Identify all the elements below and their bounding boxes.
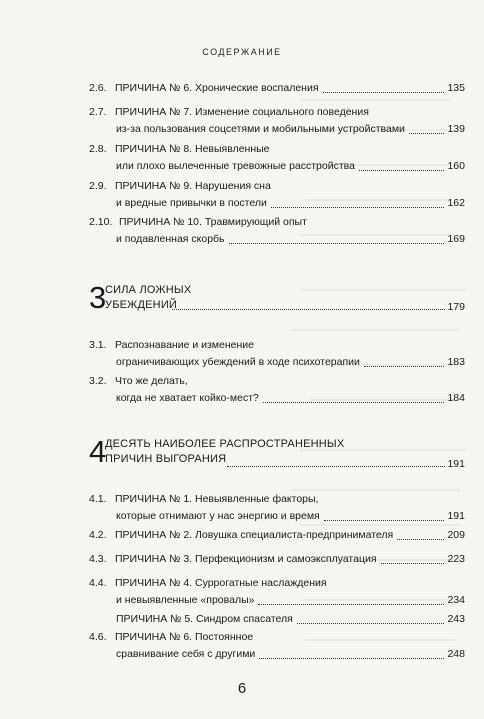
chapter-number: 4 bbox=[89, 434, 107, 469]
toc-entry-2-6[interactable] bbox=[89, 80, 465, 97]
entry-title: ПРИЧИНА № 2. Ловушка специалиста-предпринимателя bbox=[115, 529, 394, 541]
leader-dots bbox=[172, 309, 445, 310]
toc-entry-4-1[interactable] bbox=[89, 491, 465, 525]
entry-title: ПРИЧИНА № 3. Перфекционизм и самоэксплуатация bbox=[115, 553, 377, 565]
toc-entry-2-7[interactable] bbox=[89, 104, 465, 138]
toc-entry-3-1[interactable] bbox=[89, 337, 465, 371]
entry-number: 4.4. bbox=[89, 577, 107, 589]
leader-dots bbox=[359, 170, 445, 171]
entry-number: 4.1. bbox=[89, 493, 107, 505]
entry-title: ПРИЧИНА № 9. Нарушения сна bbox=[115, 180, 271, 192]
toc-entry-4-5[interactable] bbox=[89, 611, 465, 628]
entry-title: ПРИЧИНА № 6. Постоянное bbox=[115, 631, 254, 643]
entry-page: 183 bbox=[447, 356, 465, 368]
toc-entry-2-8[interactable] bbox=[89, 141, 465, 175]
leader-dots bbox=[409, 133, 445, 134]
entry-number: 4.3. bbox=[89, 553, 107, 565]
entry-number: 3.2. bbox=[89, 375, 107, 387]
leader-dots bbox=[364, 366, 445, 367]
entry-number: 2.8. bbox=[89, 143, 107, 155]
entry-title-cont: и невыявленные «провалы» bbox=[116, 594, 255, 606]
leader-dots bbox=[229, 243, 445, 244]
toc-entry-2-9[interactable] bbox=[89, 178, 465, 212]
entry-title-cont: и подавленная скорбь bbox=[116, 233, 225, 245]
entry-title-cont: сравнивание себя с другими bbox=[116, 648, 256, 660]
entry-page: 243 bbox=[447, 613, 465, 625]
leader-dots bbox=[323, 92, 445, 93]
entry-page: 209 bbox=[447, 529, 465, 541]
leader-dots bbox=[297, 623, 445, 624]
toc-entry-3-2[interactable] bbox=[89, 373, 465, 407]
entry-number: 3.1. bbox=[89, 339, 107, 351]
leader-dots bbox=[259, 658, 444, 659]
chapter-page: 179 bbox=[447, 301, 465, 313]
leader-dots bbox=[397, 539, 444, 540]
entry-page: 223 bbox=[447, 553, 465, 565]
entry-title-cont: и вредные привычки в постели bbox=[116, 197, 267, 209]
entry-title: ПРИЧИНА № 6. Хронические воспаления bbox=[115, 82, 319, 94]
toc-entry-2-10[interactable] bbox=[89, 214, 465, 248]
entry-page: 184 bbox=[447, 392, 465, 404]
entry-number: 2.6. bbox=[89, 82, 107, 94]
leader-dots bbox=[271, 207, 445, 208]
entry-title: Что же делать, bbox=[115, 375, 188, 387]
entry-number: 4.2. bbox=[89, 529, 107, 541]
chapter-title bbox=[105, 437, 344, 467]
leader-dots bbox=[258, 604, 444, 605]
entry-title: ПРИЧИНА № 1. Невыявленные факторы, bbox=[115, 493, 319, 505]
entry-number: 4.6. bbox=[89, 631, 107, 643]
toc-entry-4-4[interactable] bbox=[89, 575, 465, 609]
page-header: СОДЕРЖАНИЕ bbox=[202, 47, 282, 57]
entry-page: 160 bbox=[447, 160, 465, 172]
entry-title: ПРИЧИНА № 8. Невыявленные bbox=[115, 143, 270, 155]
toc-entry-4-6[interactable] bbox=[89, 629, 465, 663]
entry-page: 248 bbox=[447, 648, 465, 660]
chapter-title-line2: УБЕЖДЕНИЙ bbox=[105, 299, 178, 311]
entry-number: 2.7. bbox=[89, 106, 107, 118]
entry-title: ПРИЧИНА № 7. Изменение социального поведения bbox=[115, 106, 369, 118]
chapter-number: 3 bbox=[89, 280, 107, 315]
entry-page: 234 bbox=[447, 594, 465, 606]
entry-page: 139 bbox=[447, 123, 465, 135]
page-number: 6 bbox=[237, 680, 247, 697]
entry-title: Распознавание и изменение bbox=[115, 339, 254, 351]
toc-entry-4-2[interactable] bbox=[89, 527, 465, 544]
entry-title-cont: ограничивающих убеждений в ходе психотерапии bbox=[116, 356, 360, 368]
entry-title: ПРИЧИНА № 5. Синдром спасателя bbox=[116, 613, 293, 625]
chapter-title-line2: ПРИЧИН ВЫГОРАНИЯ bbox=[105, 453, 227, 465]
entry-page: 162 bbox=[447, 197, 465, 209]
chapter-page: 191 bbox=[447, 458, 465, 470]
leader-dots bbox=[227, 466, 445, 467]
entry-title: ПРИЧИНА № 10. Травмирующий опыт bbox=[119, 216, 307, 228]
leader-dots bbox=[324, 520, 445, 521]
entry-title-cont: из-за пользования соцсетями и мобильными устройствами bbox=[116, 123, 405, 135]
entry-page: 169 bbox=[447, 233, 465, 245]
chapter-4-heading[interactable] bbox=[89, 436, 465, 476]
leader-dots bbox=[263, 402, 445, 403]
toc-entry-4-3[interactable] bbox=[89, 551, 465, 568]
leader-dots bbox=[381, 563, 445, 564]
entry-title-cont: или плохо вылеченные тревожные расстройства bbox=[116, 160, 355, 172]
entry-page: 191 bbox=[447, 510, 465, 522]
chapter-title-line1: ДЕСЯТЬ НАИБОЛЕЕ РАСПРОСТРАНЕННЫХ bbox=[105, 438, 345, 450]
chapter-title-line1: СИЛА ЛОЖНЫХ bbox=[105, 284, 192, 296]
entry-title-cont: когда не хватает койко-мест? bbox=[116, 392, 259, 404]
entry-number: 2.9. bbox=[89, 180, 107, 192]
chapter-3-heading[interactable] bbox=[89, 282, 465, 322]
entry-title: ПРИЧИНА № 4. Суррогатные наслаждения bbox=[115, 577, 327, 589]
entry-title-cont: которые отнимают у нас энергию и время bbox=[116, 510, 320, 522]
entry-number: 2.10. bbox=[89, 216, 113, 228]
entry-page: 135 bbox=[447, 82, 465, 94]
